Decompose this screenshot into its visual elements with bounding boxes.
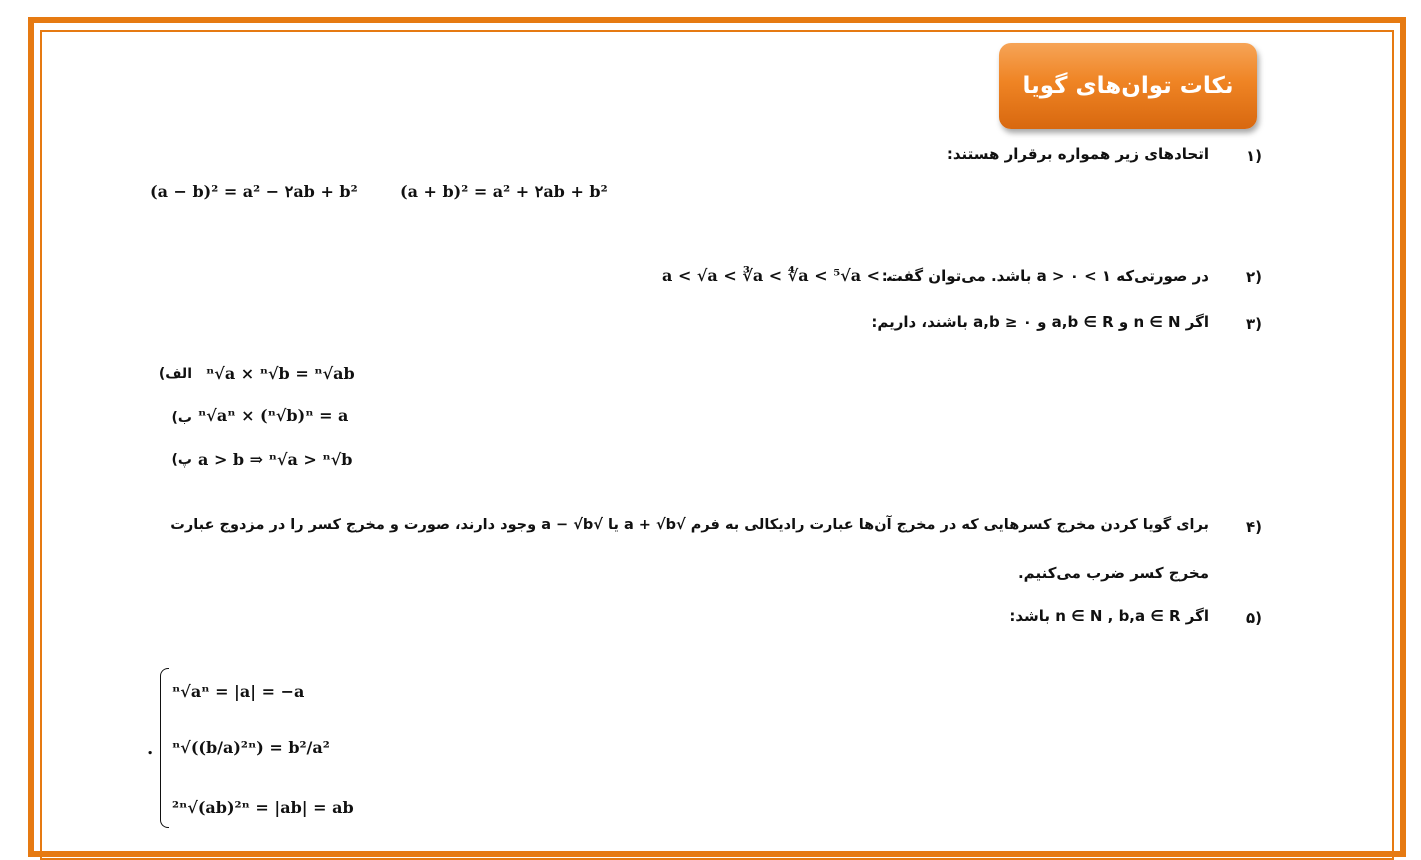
formula-3a-label: الف) [158, 366, 192, 382]
formula-3b-label: ب) [171, 410, 192, 426]
item-text-3: اگر n ∈ N و a,b ∈ R و a,b ≥ ۰ باشند، داریم: [871, 313, 1209, 331]
item-text-1: اتحادهای زیر همواره برقرار هستند: [946, 145, 1209, 163]
item-text-5: اگر n ∈ N , b,a ∈ R باشد: [1009, 607, 1209, 625]
formula-3c: a > b ⇒ ⁿ√a > ⁿ√b [198, 450, 353, 469]
item-number-2: ۲) [1246, 268, 1263, 286]
page-title: نکات توان‌های گویا [1022, 73, 1234, 99]
item-text-4-line1: برای گویا کردن مخرج کسرهایی که در مخرج آن‌ها عبارت رادیکالی به فرم √a + √b یا √a − √b وجود دارند، صورت و مخرج کسر را در مزدوج عبارت [170, 517, 1209, 533]
item-number-1: ۱) [1246, 147, 1263, 165]
item-number-5: ۵) [1246, 609, 1263, 627]
left-brace [160, 668, 169, 828]
formula-5-1: ⁿ√aⁿ = |a| = −a [172, 682, 305, 701]
item-number-3: ۳) [1246, 315, 1263, 333]
item-number-4: ۴) [1246, 518, 1263, 536]
formula-5-3: ²ⁿ√(ab)²ⁿ = |ab| = ab [172, 798, 354, 817]
item-text-4-line2: مخرج کسر ضرب می‌کنیم. [1017, 564, 1209, 582]
period-mark: . [147, 738, 154, 759]
formula-5-2: ⁿ√((b/a)²ⁿ) = b²/a² [172, 738, 330, 757]
item-text-2: در صورتی‌که ۱ > a > ۰ باشد. می‌توان گفت: [881, 267, 1209, 285]
formula-1-left: (a − b)² = a² − ۲ab + b² [150, 182, 358, 201]
formula-3b: ⁿ√aⁿ × (ⁿ√b)ⁿ = a [198, 406, 349, 425]
formula-1-right: (a + b)² = a² + ۲ab + b² [400, 182, 608, 201]
title-banner [999, 43, 1257, 129]
formula-3a: ⁿ√a × ⁿ√b = ⁿ√ab [206, 364, 355, 383]
formula-3c-label: پ) [171, 452, 192, 468]
formula-2: a < √a < ∛a < ∜a < ⁵√a < ... [662, 266, 903, 285]
